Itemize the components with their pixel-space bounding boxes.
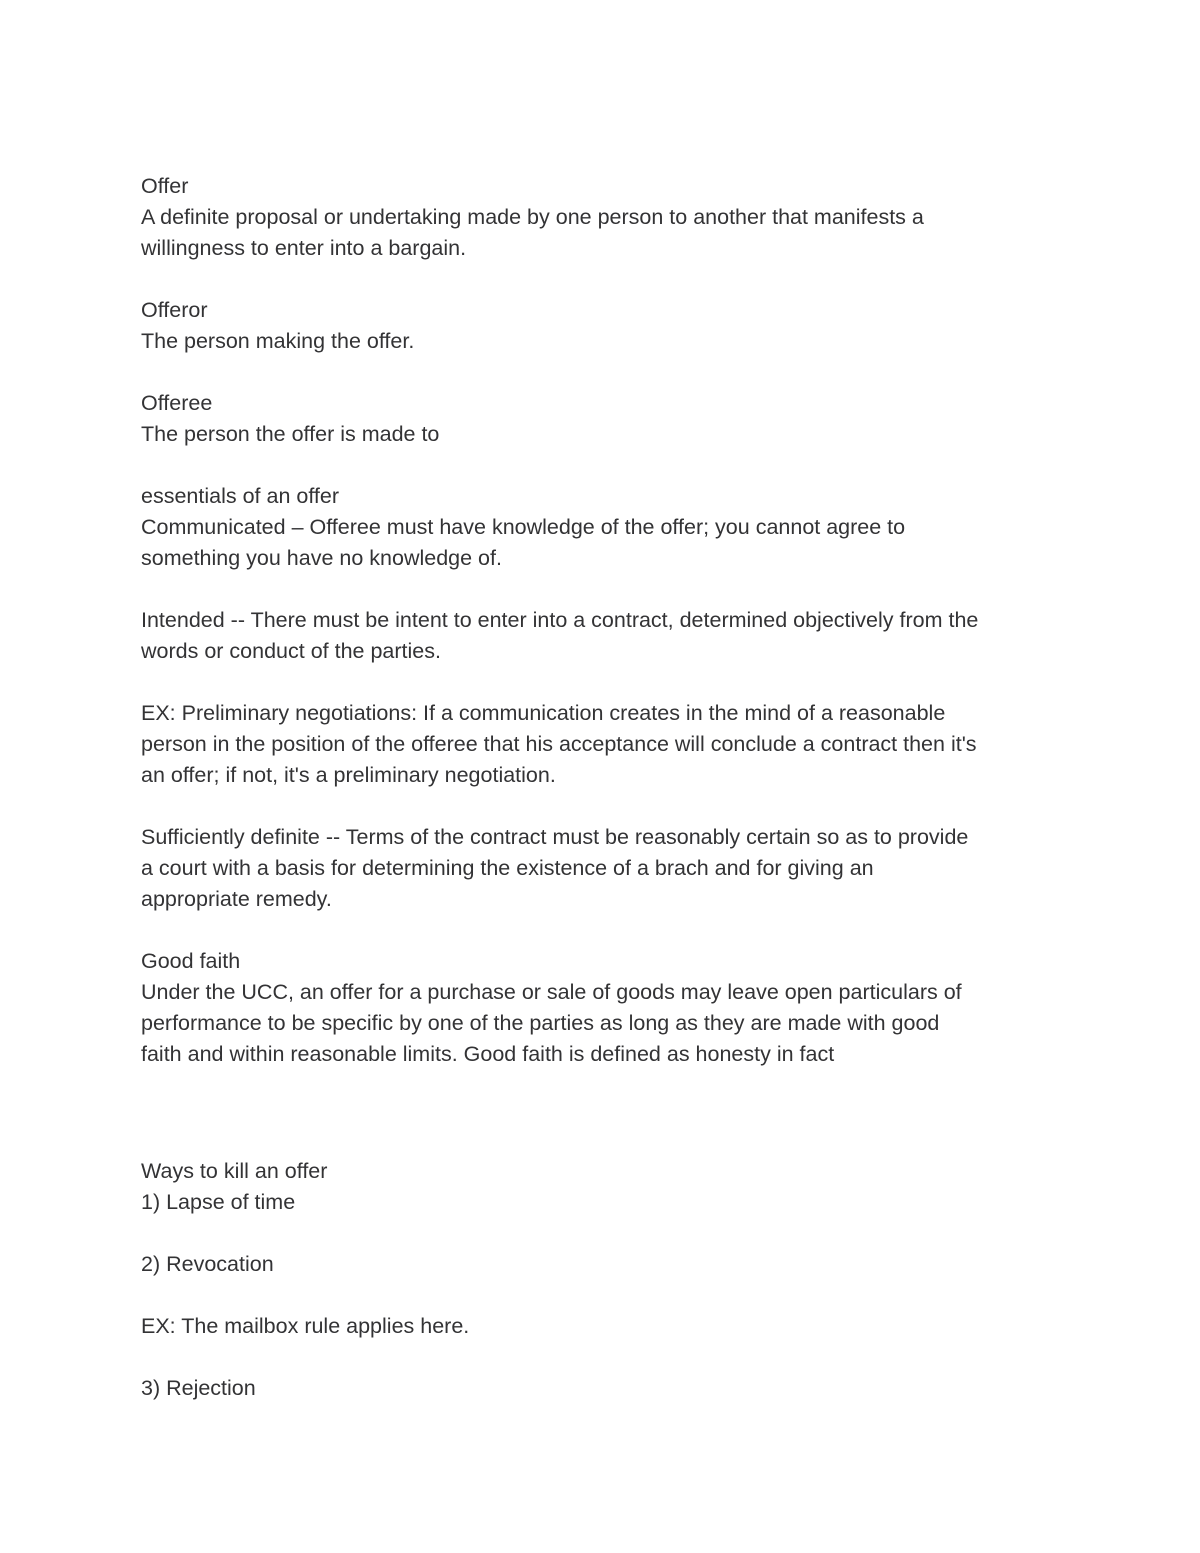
spacer <box>141 1070 1071 1156</box>
spacer <box>141 791 1071 822</box>
example-line: an offer; if not, it's a preliminary negotiation. <box>141 763 556 787</box>
term-offer: Offer <box>141 174 189 198</box>
list-item-lapse: 1) Lapse of time <box>141 1190 296 1214</box>
intended-line: words or conduct of the parties. <box>141 639 441 663</box>
spacer <box>141 1342 1071 1373</box>
spacer <box>141 667 1071 698</box>
heading-essentials: essentials of an offer <box>141 484 340 508</box>
definite-line: Sufficiently definite -- Terms of the contract must be reasonably certain so as to provide <box>141 825 969 849</box>
example-line: EX: Preliminary negotiations: If a communication creates in the mind of a reasonable <box>141 701 946 725</box>
term-good-faith: Good faith <box>141 949 241 973</box>
definition-offer-line: A definite proposal or undertaking made by one person to another that manifests a <box>141 205 924 229</box>
example-mailbox: EX: The mailbox rule applies here. <box>141 1314 470 1338</box>
spacer <box>141 1280 1071 1311</box>
definition-offeror: The person making the offer. <box>141 329 415 353</box>
example-line: person in the position of the offeree that his acceptance will conclude a contract then it's <box>141 732 977 756</box>
definition-offer-line: willingness to enter into a bargain. <box>141 236 467 260</box>
definition-good-faith-line: faith and within reasonable limits. Good faith is defined as honesty in fact <box>141 1042 835 1066</box>
communicated-line: something you have no knowledge of. <box>141 546 502 570</box>
definition-offeree: The person the offer is made to <box>141 422 440 446</box>
term-offeror: Offeror <box>141 298 208 322</box>
spacer <box>141 264 1071 295</box>
communicated-line: Communicated – Offeree must have knowledge of the offer; you cannot agree to <box>141 515 906 539</box>
definition-good-faith-line: Under the UCC, an offer for a purchase or sale of goods may leave open particulars of <box>141 980 962 1004</box>
spacer <box>141 574 1071 605</box>
heading-kill-offer: Ways to kill an offer <box>141 1159 328 1183</box>
spacer <box>141 915 1071 946</box>
document-body <box>141 171 1071 1404</box>
term-offeree: Offeree <box>141 391 213 415</box>
spacer <box>141 357 1071 388</box>
definition-good-faith-line: performance to be specific by one of the parties as long as they are made with good <box>141 1011 940 1035</box>
list-item-revocation: 2) Revocation <box>141 1252 274 1276</box>
spacer <box>141 450 1071 481</box>
definite-line: a court with a basis for determining the existence of a brach and for giving an <box>141 856 874 880</box>
definite-line: appropriate remedy. <box>141 887 332 911</box>
spacer <box>141 1218 1071 1249</box>
list-item-rejection: 3) Rejection <box>141 1376 256 1400</box>
intended-line: Intended -- There must be intent to enter into a contract, determined objectively from the <box>141 608 979 632</box>
